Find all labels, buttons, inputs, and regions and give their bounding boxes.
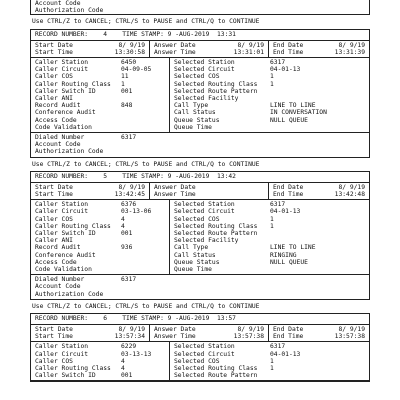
- start-date-label: Start Date: [35, 325, 73, 333]
- field-label: Caller COS: [35, 215, 73, 223]
- field-label: Caller Routing Class: [35, 364, 111, 372]
- field-label: Caller Station: [35, 343, 89, 351]
- field-value: NULL QUEUE: [270, 116, 308, 124]
- field-label: Queue Status: [174, 258, 220, 266]
- field-value: 1: [270, 222, 274, 230]
- record-times: [31, 325, 369, 342]
- field-label: Caller Switch ID: [35, 229, 96, 237]
- field-label: Code Validation: [35, 123, 92, 131]
- field-value: 1: [121, 80, 125, 88]
- field-label: Caller Circuit: [35, 208, 89, 216]
- field-value: 04-01-13: [270, 66, 301, 74]
- call-record-5: [30, 171, 370, 300]
- field-value: 03-13-06: [121, 208, 152, 216]
- field-label: Queue Status: [174, 116, 220, 124]
- end-time-value: 13:57:38: [334, 333, 365, 341]
- start-time-label: Start Time: [35, 48, 73, 56]
- answer-time-value: 13:31:01: [233, 48, 264, 56]
- selected-fields: [170, 58, 369, 132]
- ctrl-instruction-line: Use CTRL/Z to CANCEL; CTRL/S to PAUSE and CTRL/Q to CONTINUE: [32, 18, 260, 26]
- field-value: [270, 230, 365, 237]
- field-value: 1: [270, 357, 274, 365]
- answer-date-value: 8/ 9/19: [237, 41, 264, 49]
- record-times: [31, 183, 369, 200]
- authorization-code-label: Authorization Code: [35, 148, 104, 156]
- end-time-label: End Time: [273, 333, 304, 341]
- field-label: Caller Switch ID: [35, 372, 96, 380]
- end-date-label: End Date: [273, 325, 304, 333]
- field-label: Selected Route Pattern: [174, 372, 258, 380]
- field-value: 11: [121, 73, 129, 81]
- field-label: Queue Time: [174, 266, 212, 273]
- start-date-value: 8/ 9/19: [118, 325, 145, 333]
- field-label: Selected COS: [174, 357, 220, 365]
- field-value: 6450: [121, 58, 137, 66]
- start-date-label: Start Date: [35, 41, 73, 49]
- field-label: Caller ANI: [35, 94, 73, 102]
- field-value: 4: [121, 215, 125, 223]
- field-value: 04-09-05: [121, 66, 152, 74]
- field-value: 4: [121, 222, 125, 230]
- field-value: 4: [121, 364, 125, 372]
- authorization-code-label: Authorization Code: [35, 7, 104, 15]
- field-value: [121, 109, 165, 116]
- field-label: Caller Station: [35, 58, 89, 66]
- answer-date-value: [196, 184, 264, 191]
- field-label: Call Type: [174, 102, 209, 110]
- end-time-value: 13:42:48: [334, 190, 365, 198]
- field-label: Selected Facility: [174, 94, 239, 102]
- call-record-6: [30, 313, 370, 382]
- field-label: Selected Station: [174, 58, 235, 66]
- field-value: 848: [121, 102, 133, 110]
- field-value: [121, 237, 165, 244]
- field-label: Caller Station: [35, 201, 89, 209]
- start-time-value: 13:30:58: [114, 48, 145, 56]
- field-label: Conference Audit: [35, 251, 96, 259]
- start-date-label: Start Date: [35, 183, 73, 191]
- field-label: Conference Audit: [35, 109, 96, 117]
- ctrl-instruction-line: Use CTRL/Z to CANCEL; CTRL/S to PAUSE and CTRL/Q to CONTINUE: [32, 160, 260, 168]
- field-value: 1: [270, 80, 274, 88]
- end-time-value: 13:31:39: [334, 48, 365, 56]
- start-time-label: Start Time: [35, 333, 73, 341]
- answer-date-value: 8/ 9/19: [237, 325, 264, 333]
- field-label: Caller ANI: [35, 237, 73, 245]
- dialed-number-label: Dialed Number: [35, 276, 85, 284]
- field-label: Selected Route Pattern: [174, 87, 258, 95]
- record-header: RECORD NUMBER: 5 TIME STAMP: 9 -AUG-2019 13:42: [31, 172, 369, 183]
- record-footer: [31, 275, 369, 299]
- field-label: Selected Routing Class: [174, 80, 258, 88]
- field-value: 1: [270, 364, 274, 372]
- account-code-label: Account Code: [35, 283, 81, 291]
- field-label: Caller Routing Class: [35, 222, 111, 230]
- end-date-label: End Date: [273, 183, 304, 191]
- field-label: Selected Routing Class: [174, 222, 258, 230]
- end-date-value: 8/ 9/19: [338, 41, 365, 49]
- field-label: Access Code: [35, 116, 77, 124]
- field-label: Selected Station: [174, 201, 235, 209]
- field-label: Selected Station: [174, 343, 235, 351]
- field-value: 1: [270, 215, 274, 223]
- answer-date-label: Answer Date: [154, 183, 196, 191]
- report-page: [30, 0, 370, 382]
- field-value: [270, 266, 365, 273]
- ctrl-instruction-line: Use CTRL/Z to CANCEL; CTRL/S to PAUSE and CTRL/Q to CONTINUE: [32, 302, 260, 310]
- field-value: [121, 95, 165, 102]
- field-value: 001: [121, 229, 133, 237]
- field-value: 04-01-13: [270, 208, 301, 216]
- field-value: NULL QUEUE: [270, 258, 308, 266]
- account-code-label: Account Code: [35, 141, 81, 149]
- field-label: Caller Switch ID: [35, 87, 96, 95]
- answer-time-label: Answer Time: [154, 48, 196, 56]
- record-details: [31, 342, 369, 381]
- caller-fields: [31, 200, 170, 274]
- field-label: Code Validation: [35, 266, 92, 273]
- field-value: 03-13-13: [121, 350, 152, 358]
- field-label: Caller Routing Class: [35, 80, 111, 88]
- field-value: 1: [270, 73, 274, 81]
- start-date-value: 8/ 9/19: [118, 41, 145, 49]
- field-value: [270, 237, 365, 244]
- field-label: Selected Route Pattern: [174, 229, 258, 237]
- field-value: 001: [121, 372, 133, 380]
- field-label: Caller COS: [35, 73, 73, 81]
- field-label: Access Code: [35, 258, 77, 266]
- field-value: [270, 124, 365, 131]
- start-time-value: 13:57:34: [114, 333, 145, 341]
- record-header: RECORD NUMBER: 6 TIME STAMP: 9 -AUG-2019 13:57: [31, 314, 369, 325]
- field-label: Selected Circuit: [174, 208, 235, 216]
- field-value: [270, 372, 365, 379]
- answer-time-label: Answer Time: [154, 190, 196, 198]
- caller-fields: [31, 58, 170, 132]
- field-label: Caller Circuit: [35, 66, 89, 74]
- previous-record-tail: [30, 0, 370, 15]
- end-date-value: 8/ 9/19: [338, 325, 365, 333]
- field-value: 04-01-13: [270, 350, 301, 358]
- field-label: Selected Circuit: [174, 66, 235, 74]
- answer-time-label: Answer Time: [154, 333, 196, 341]
- field-value: [121, 259, 165, 266]
- field-label: Selected Facility: [174, 237, 239, 245]
- dialed-number-value: 6317: [121, 276, 137, 284]
- field-value: IN CONVERSATION: [270, 109, 327, 117]
- field-value: 6317: [270, 58, 286, 66]
- end-time-label: End Time: [273, 48, 304, 56]
- account-code-label: Account Code: [35, 0, 81, 7]
- field-value: [121, 117, 165, 124]
- field-label: Selected Routing Class: [174, 364, 258, 372]
- end-date-label: End Date: [273, 41, 304, 49]
- record-details: [31, 58, 369, 133]
- selected-fields: [170, 342, 369, 380]
- field-label: Record Audit: [35, 102, 81, 110]
- field-value: 936: [121, 244, 133, 252]
- answer-date-label: Answer Date: [154, 325, 196, 333]
- field-value: [121, 252, 165, 259]
- record-times: [31, 41, 369, 58]
- field-value: [121, 266, 165, 273]
- dialed-number-label: Dialed Number: [35, 134, 85, 141]
- authorization-code-label: Authorization Code: [35, 290, 104, 298]
- start-date-value: 8/ 9/19: [118, 183, 145, 191]
- caller-fields: [31, 342, 170, 380]
- field-value: 4: [121, 357, 125, 365]
- field-value: LINE TO LINE: [270, 102, 316, 110]
- record-header: RECORD NUMBER: 4 TIME STAMP: 9 -AUG-2019 13:31: [31, 30, 369, 41]
- end-time-label: End Time: [273, 190, 304, 198]
- field-value: LINE TO LINE: [270, 244, 316, 252]
- field-value: 6376: [121, 201, 137, 209]
- end-date-value: 8/ 9/19: [338, 183, 365, 191]
- start-time-value: 13:42:45: [114, 190, 145, 198]
- field-label: Call Status: [174, 251, 216, 259]
- field-label: Caller COS: [35, 357, 73, 365]
- field-value: [270, 88, 365, 95]
- field-label: Record Audit: [35, 244, 81, 252]
- answer-time-value: [196, 191, 264, 198]
- field-value: RINGING: [270, 251, 297, 259]
- field-value: [121, 124, 165, 131]
- field-value: 6229: [121, 343, 137, 351]
- answer-time-value: 13:57:38: [233, 333, 264, 341]
- answer-date-label: Answer Date: [154, 41, 196, 49]
- field-value: 6317: [270, 201, 286, 209]
- field-label: Selected Circuit: [174, 350, 235, 358]
- field-label: Queue Time: [174, 123, 212, 131]
- dialed-number-value: 6317: [121, 134, 137, 141]
- call-record-4: [30, 29, 370, 158]
- record-details: [31, 200, 369, 275]
- field-value: [270, 95, 365, 102]
- field-label: Selected COS: [174, 73, 220, 81]
- selected-fields: [170, 200, 369, 274]
- field-value: 6317: [270, 343, 286, 351]
- field-label: Call Status: [174, 109, 216, 117]
- record-footer: [31, 133, 369, 157]
- field-value: 001: [121, 87, 133, 95]
- start-time-label: Start Time: [35, 190, 73, 198]
- field-label: Call Type: [174, 244, 209, 252]
- field-label: Caller Circuit: [35, 350, 89, 358]
- field-label: Selected COS: [174, 215, 220, 223]
